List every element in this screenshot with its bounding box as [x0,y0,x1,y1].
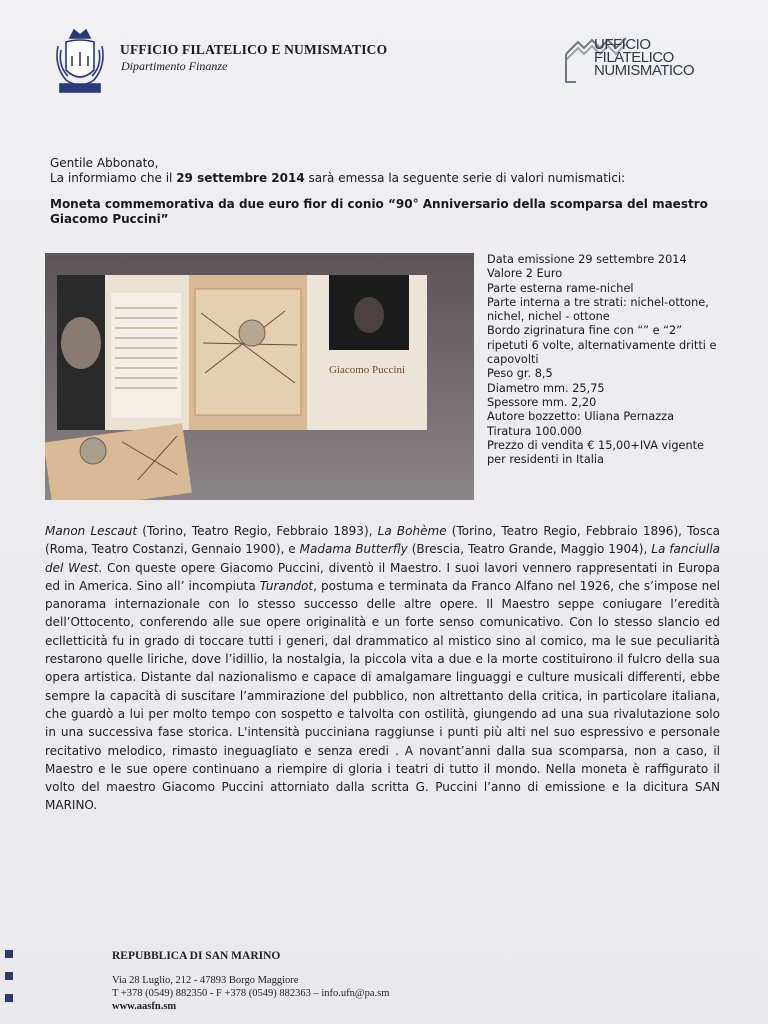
department-name: Dipartimento Finanze [121,59,228,73]
coin-folder-photo [45,253,474,500]
logo-line-3: NUMISMATICO [594,62,695,79]
san-marino-coat-of-arms-icon [52,26,108,96]
footer-republic: REPUBBLICA DI SAN MARINO [112,950,281,962]
coin-title: Moneta commemorativa da due euro fior di conio “90° Anniversario della scomparsa del maestro Giacomo Puccini” [50,197,708,226]
spec-price: Prezzo di vendita € 15,00+IVA vigente per residenti in Italia [487,438,704,467]
issue-date: 29 settembre 2014 [176,171,305,185]
footer-contacts: T +378 (0549) 882350 - F +378 (0549) 882363 – info.ufn@pa.sm [112,988,390,999]
coin-specs [487,253,717,467]
spec-weight: Peso gr. 8,5 [487,367,553,381]
footer-bullet [5,994,13,1002]
ufn-logo-text [594,38,694,77]
spec-edge: Bordo zigrinatura fine con “” e “2” ripetuti 6 volte, alternativamente dritti e capovolti [487,324,717,367]
spec-mintage: Tiratura 100.000 [487,424,582,438]
spec-author: Autore bozzetto: Uliana Pernazza [487,410,675,424]
office-name: UFFICIO FILATELICO E NUMISMATICO [120,42,388,57]
salutation: Gentile Abbonato, [50,156,159,170]
spec-diameter: Diametro mm. 25,75 [487,381,605,395]
folder-illustration [45,253,474,500]
footer [112,950,389,1013]
logo-line-1: UFFICIO [594,36,651,53]
spec-outer: Parte esterna rame-nichel [487,281,634,295]
spec-value: Valore 2 Euro [487,267,563,281]
intro-line: La informiamo che il 29 settembre 2014 sarà emessa la seguente serie di valori numismatici: [50,171,626,185]
spec-issue-date: Data emissione 29 settembre 2014 [487,253,687,266]
footer-bullet [5,972,13,980]
footer-bullets [5,950,15,1016]
body-paragraph: Manon Lescaut (Torino, Teatro Regio, Febbraio 1893), La Bohème (Torino, Teatro Regio, Febbraio 1896), Tosca (Roma, Teatro Costanzi, Gennaio 1900), e Madama Butterfly (Brescia, Teatro Grande, Maggio 1904), La fanciulla del West. Con queste opere Giacomo Puccini, diventò il Maestro. I suoi lavori vennero rappresentati in Europa ed in America. Sino all’ incompiuta Turandot, postuma e terminata da Franco Alfano nel 1926, che s’impose nel panorama internazionale con lo stesso successo delle altre opere. Il Maestro seppe coniugare l’eredità dell’Ottocento, conferendo alle sue opere originalità e un forte senso comunicativo. Con lo stesso slancio ed eclletticità fu in grado di toccare tutti i generi, dal drammatico al mistico sino al comico, ma le sue peculiarità restarono quelle liriche, dove l’idillio, la nostalgia, la piccola vita a due e la morte costituirono il fulcro della sua opera artistica. Distante dal nazionalismo e capace di amalgamare linguaggi e culture musicali differenti, ebbe sempre la capacità di suscitare l’ammirazione del pubblico, non altrettanto della critica, in particolare italiana, che guardò a lui per molto tempo con sospetto e talvolta con ostilità, giungendo ad una sua rivalutazione solo in una successiva fase storica. L'intensità pucciniana raggiunse i punti più alti nel suo espressivo e personale recitativo melodico, rimasto ineguagliato e senza eredi . A novant’anni dalla sua scomparsa, non a caso, il Maestro e le sue opere continuano a riempire di gloria i teatri di tutto il mondo. Nella moneta è raffigurato il volto del maestro Giacomo Puccini attorniato dalla scritta G. Puccini l’anno di emissione e la dicitura SAN MARINO. [45,524,721,813]
logo-line-2: FILATELICO [594,49,674,66]
footer-bullet [5,950,13,958]
spec-inner: Parte interna a tre strati: nichel-ottone, nichel, nichel - ottone [487,295,709,324]
footer-website: www.aasfn.sm [112,1001,177,1012]
spec-thickness: Spessore mm. 2,20 [487,395,597,409]
greeting [50,156,625,186]
footer-address: Via 28 Luglio, 212 - 47893 Borgo Maggiore [112,975,299,986]
folder-title: Giacomo Puccini [328,364,406,376]
